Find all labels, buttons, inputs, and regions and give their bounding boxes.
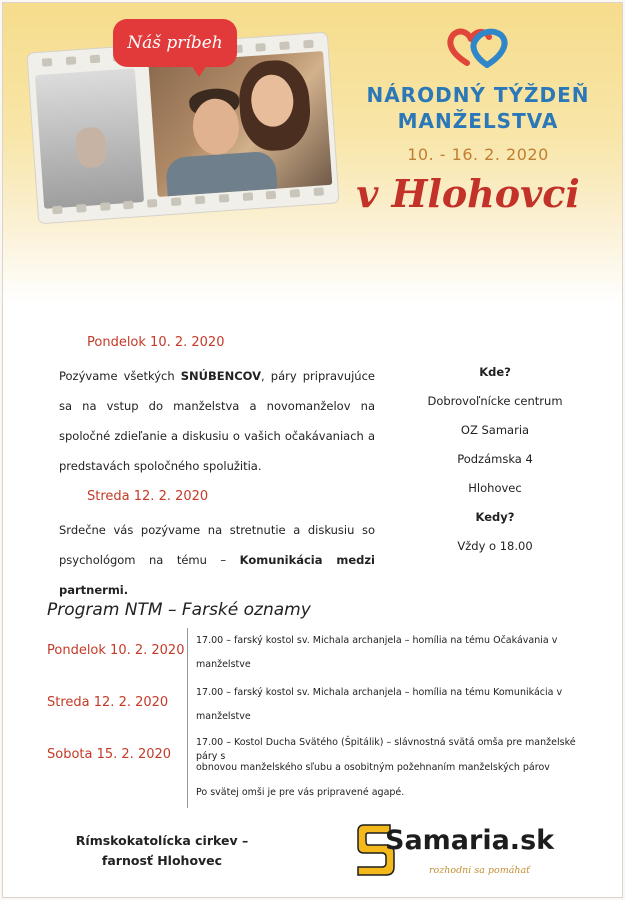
program-line: manželstve [196,711,251,722]
title-line-2: MANŽELSTVA [397,109,559,133]
couple-photo [148,51,332,197]
samaria-slogan: rozhodni sa pomáhať [429,865,530,876]
church-credit [57,831,267,871]
hands-shape [75,126,108,168]
speech-bubble [113,19,237,67]
title-line-1: NÁRODNÝ TÝŽDEŇ [366,83,590,107]
hands-photo [35,68,144,209]
event-text-part: Srdečne vás pozývame na stretnutie a diskusiu so psychológom na tému – [59,523,375,567]
event-highlight: Komunikácia medzi partnermi. [59,553,376,597]
info-column [415,358,575,561]
place-line-2: OZ Samaria [460,423,530,437]
city: Hlohovec [468,481,522,495]
poster [2,2,623,898]
event-day-wednesday: Streda 12. 2. 2020 [87,489,209,504]
time: Vždy o 18.00 [457,539,533,553]
church-line-1: Rímskokatolícka cirkev – [75,833,249,848]
program-day-saturday: Sobota 15. 2. 2020 [47,747,172,762]
program-line: obnovou manželského sľubu a osobitným požehnaním manželských párov [196,762,550,773]
program-day-wednesday: Streda 12. 2. 2020 [47,695,169,710]
event-dates: 10. - 16. 2. 2020 [407,145,549,164]
street: Podzámska 4 [457,452,533,466]
program-line: 17.00 – Kostol Ducha Svätého (Špitálik) – slávnostná svätá omša pre manželské páry s [196,737,576,762]
town-title: v Hlohovci [356,171,580,216]
program-details [187,628,588,808]
program-line: Po svätej omši je pre vás pripravené agapé. [196,787,405,798]
hearts-logo-icon [445,27,511,69]
place-line-1: Dobrovoľnícke centrum [427,394,563,408]
program-line: 17.00 – farský kostol sv. Michala archanjela – homília na tému Komunikácia v [196,687,563,698]
event-day-monday: Pondelok 10. 2. 2020 [87,335,225,350]
event-text-wednesday [59,515,375,605]
program-day-monday: Pondelok 10. 2. 2020 [47,643,185,658]
program-line: 17.00 – farský kostol sv. Michala archanjela – homília na tému Očakávania v [196,635,558,646]
where-label: Kde? [479,365,511,379]
when-label: Kedy? [475,510,515,524]
church-line-2: farnosť Hlohovec [101,853,223,868]
event-text-monday [59,361,375,481]
bubble-text: Náš príbeh [127,33,223,53]
man-shirt [165,151,278,197]
samaria-name: Samaria.sk [385,825,555,856]
program-line: manželstve [196,659,251,670]
event-text-part: , páry pripravujúce sa na vstup do manželstva a novomanželov na spoločné zdieľanie a diskusiu o vašich očakávaniach a predstavách spoločného spolužitia. [59,369,375,473]
program-title: Program NTM – Farské oznamy [47,600,311,620]
event-highlight: SNÚBENCOV [180,369,262,383]
event-text-part: Pozývame všetkých [59,369,181,383]
